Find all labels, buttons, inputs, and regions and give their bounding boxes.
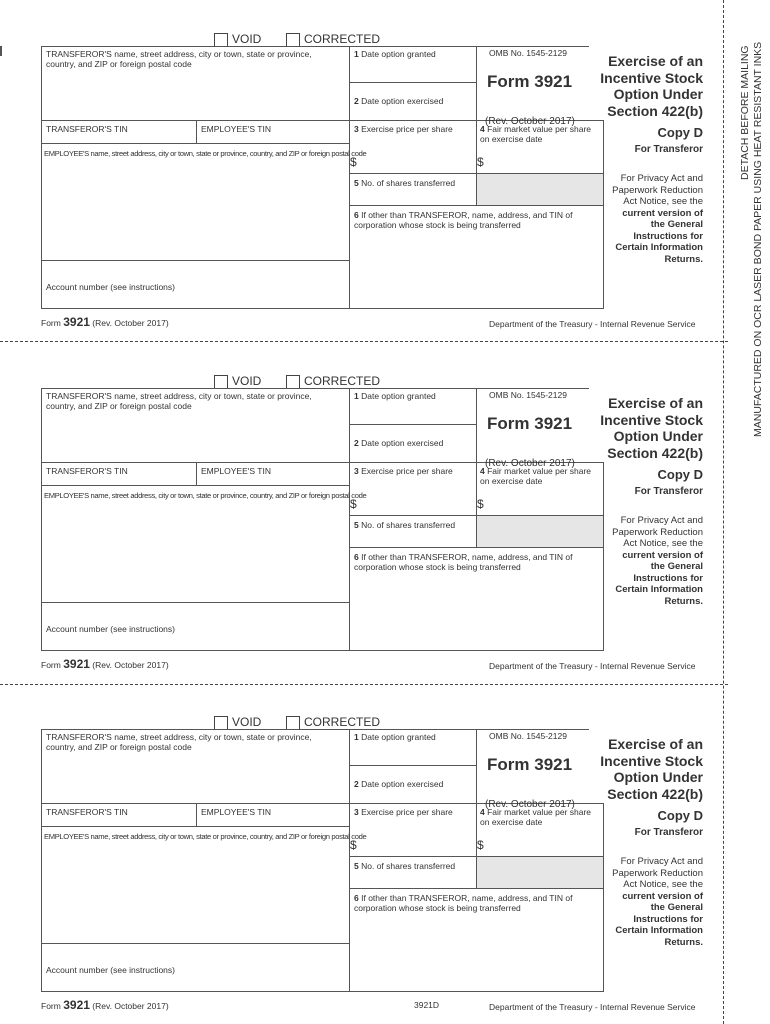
transferor-tin-label: TRANSFEROR'S TIN (46, 466, 128, 476)
cut-line-1 (0, 341, 728, 342)
box1-label: 1 Date option granted (354, 391, 436, 401)
form-number-title: Form 3921 (487, 72, 573, 91)
corrected-label: CORRECTED (304, 715, 381, 729)
box6-label: 6 If other than TRANSFEROR, name, address, and TIN of corporation whose stock is being transferred (354, 210, 573, 230)
privacy-notice: For Privacy Act and Paperwork Reduction Act Notice, see the current version of the General Instructions for Certain Information Returns. (612, 515, 703, 607)
shaded-box (477, 857, 603, 888)
privacy-notice: For Privacy Act and Paperwork Reduction Act Notice, see the current version of the General Instructions for Certain Information Returns. (612, 856, 703, 948)
void-checkbox[interactable] (214, 33, 228, 47)
box4-label: 4 Fair market value per share on exercise date (480, 124, 592, 144)
form-title: Exercise of an Incentive Stock Option Under Section 422(b) (600, 736, 703, 802)
box3-dollar: $ (350, 497, 357, 511)
for-transferor: For Transferor (634, 827, 703, 838)
margin-tick (0, 46, 2, 56)
form-3921-copy (0, 715, 710, 1015)
account-number-label: Account number (see instructions) (46, 282, 175, 292)
footer-form-id: Form 3921 (Rev. October 2017) (41, 998, 169, 1012)
box3-label: 3 Exercise price per share (354, 807, 453, 817)
employee-tin-label: EMPLOYEE'S TIN (201, 124, 271, 134)
corrected-checkbox[interactable] (286, 716, 300, 730)
transferor-tin-label: TRANSFEROR'S TIN (46, 807, 128, 817)
box6-label: 6 If other than TRANSFEROR, name, address, and TIN of corporation whose stock is being transferred (354, 893, 573, 913)
account-number-label: Account number (see instructions) (46, 965, 175, 975)
for-transferor: For Transferor (634, 144, 703, 155)
box5-label: 5 No. of shares transferred (354, 178, 456, 188)
privacy-notice: For Privacy Act and Paperwork Reduction Act Notice, see the current version of the General Instructions for Certain Information Returns. (612, 173, 703, 265)
void-label: VOID (232, 32, 262, 46)
copy-designation: Copy D (657, 467, 703, 482)
for-transferor: For Transferor (634, 486, 703, 497)
detach-notice: DETACH BEFORE MAILING (739, 45, 751, 180)
employee-name-label: EMPLOYEE'S name, street address, city or town, state or province, country, and ZIP or foreign postal code (44, 149, 367, 158)
box4-dollar: $ (477, 497, 484, 511)
cut-line-vertical (723, 0, 724, 1024)
box3-dollar: $ (350, 838, 357, 852)
omb-number: OMB No. 1545-2129 (489, 48, 567, 58)
revision-date: (Rev. October 2017) (485, 458, 575, 469)
omb-number: OMB No. 1545-2129 (489, 731, 567, 741)
form-title: Exercise of an Incentive Stock Option Under Section 422(b) (600, 395, 703, 461)
footer-department: Department of the Treasury - Internal Revenue Service (489, 1002, 696, 1012)
shaded-box (477, 174, 603, 205)
transferor-name-label: TRANSFEROR'S name, street address, city or town, state or province, country, and ZIP or foreign postal code (46, 391, 312, 411)
transferor-name-label: TRANSFEROR'S name, street address, city or town, state or province, country, and ZIP or foreign postal code (46, 732, 312, 752)
corrected-checkbox[interactable] (286, 375, 300, 389)
box2-label: 2 Date option exercised (354, 779, 444, 789)
transferor-name-label: TRANSFEROR'S name, street address, city or town, state or province, country, and ZIP or foreign postal code (46, 49, 312, 69)
box1-label: 1 Date option granted (354, 732, 436, 742)
transferor-tin-label: TRANSFEROR'S TIN (46, 124, 128, 134)
box6-label: 6 If other than TRANSFEROR, name, address, and TIN of corporation whose stock is being transferred (354, 552, 573, 572)
box2-label: 2 Date option exercised (354, 438, 444, 448)
form-code: 3921D (414, 1000, 440, 1010)
omb-number: OMB No. 1545-2129 (489, 390, 567, 400)
box3-label: 3 Exercise price per share (354, 124, 453, 134)
void-label: VOID (232, 374, 262, 388)
employee-tin-label: EMPLOYEE'S TIN (201, 466, 271, 476)
corrected-label: CORRECTED (304, 32, 381, 46)
footer-department: Department of the Treasury - Internal Revenue Service (489, 661, 696, 671)
employee-tin-label: EMPLOYEE'S TIN (201, 807, 271, 817)
box4-label: 4 Fair market value per share on exercise date (480, 807, 592, 827)
employee-name-label: EMPLOYEE'S name, street address, city or town, state or province, country, and ZIP or foreign postal code (44, 491, 367, 500)
footer-form-id: Form 3921 (Rev. October 2017) (41, 657, 169, 671)
box3-label: 3 Exercise price per share (354, 466, 453, 476)
void-checkbox[interactable] (214, 716, 228, 730)
copy-designation: Copy D (657, 808, 703, 823)
box5-label: 5 No. of shares transferred (354, 861, 456, 871)
footer-department: Department of the Treasury - Internal Revenue Service (489, 319, 696, 329)
footer-form-id: Form 3921 (Rev. October 2017) (41, 315, 169, 329)
box4-label: 4 Fair market value per share on exercise date (480, 466, 592, 486)
revision-date: (Rev. October 2017) (485, 799, 575, 810)
manufactured-notice: MANUFACTURED ON OCR LASER BOND PAPER USING HEAT RESISTANT INKS (752, 41, 764, 437)
form-number-title: Form 3921 (487, 755, 573, 774)
box3-dollar: $ (350, 155, 357, 169)
revision-date: (Rev. October 2017) (485, 116, 575, 127)
void-label: VOID (232, 715, 262, 729)
void-checkbox[interactable] (214, 375, 228, 389)
form-3921-copy (0, 374, 710, 674)
copy-designation: Copy D (657, 125, 703, 140)
box5-label: 5 No. of shares transferred (354, 520, 456, 530)
corrected-label: CORRECTED (304, 374, 381, 388)
box4-dollar: $ (477, 155, 484, 169)
shaded-box (477, 516, 603, 547)
cut-line-2 (0, 684, 728, 685)
box4-dollar: $ (477, 838, 484, 852)
form-title: Exercise of an Incentive Stock Option Under Section 422(b) (600, 53, 703, 119)
form-3921-copy (0, 32, 710, 332)
form-number-title: Form 3921 (487, 414, 573, 433)
box2-label: 2 Date option exercised (354, 96, 444, 106)
account-number-label: Account number (see instructions) (46, 624, 175, 634)
employee-name-label: EMPLOYEE'S name, street address, city or town, state or province, country, and ZIP or foreign postal code (44, 832, 367, 841)
box1-label: 1 Date option granted (354, 49, 436, 59)
corrected-checkbox[interactable] (286, 33, 300, 47)
